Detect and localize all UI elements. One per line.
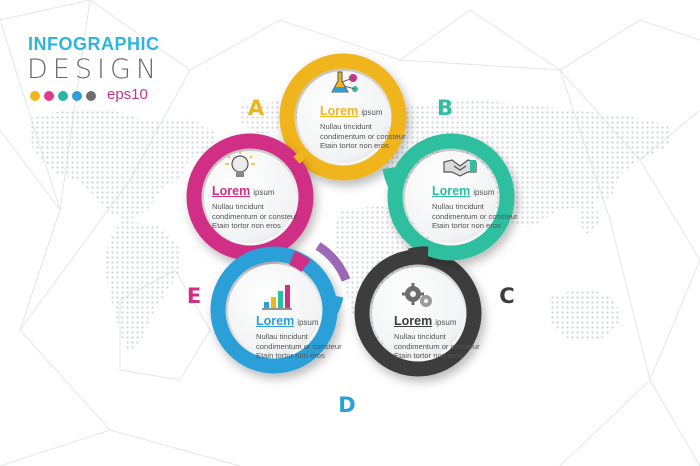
step-heading-c <box>394 314 514 330</box>
title-infographic: INFOGRAPHIC <box>28 34 160 54</box>
step-heading-b-main: Lorem <box>432 184 471 198</box>
step-body-c: Nullau tincidunt condimentum or consteur Etain tortor non eros <box>394 332 480 361</box>
step-letter-b: B <box>436 96 453 120</box>
weave-e-over-d <box>292 258 306 266</box>
chemistry-flask-icon <box>326 68 362 100</box>
step-heading-c-main: Lorem <box>394 314 433 328</box>
palette-dot-gray <box>86 91 96 101</box>
step-card-c <box>394 314 514 361</box>
handshake-icon <box>442 150 478 182</box>
step-letter-d: D <box>338 393 356 417</box>
step-body-e: Nullau tincidunt condimentum or consteur Etain tortor non eros <box>212 202 298 231</box>
light-bulb-icon <box>222 150 258 182</box>
weave-c-over-b <box>410 254 428 256</box>
palette-dot-magenta <box>44 91 54 101</box>
step-heading-d-main: Lorem <box>256 314 295 328</box>
weave-b-over-a <box>390 168 396 186</box>
step-letter-c: C <box>499 284 515 308</box>
step-body-b: Nullau tincidunt condimentum or consteur Etain tortor non eros <box>432 202 518 231</box>
weave-a-over-e <box>299 152 305 158</box>
gears-icon <box>400 280 436 312</box>
step-card-d <box>256 314 376 361</box>
step-letter-e: E <box>186 284 202 308</box>
step-heading-a-main: Lorem <box>320 104 359 118</box>
palette-dot-yellow <box>30 91 40 101</box>
weave-d-over-c <box>330 296 336 312</box>
step-body-d: Nullau tincidunt condimentum or consteur Etain tortor non eros <box>256 332 342 361</box>
step-heading-d <box>256 314 376 330</box>
step-heading-a-sub: ipsum <box>361 108 383 117</box>
step-heading-e <box>212 184 332 200</box>
step-heading-e-sub: ipsum <box>253 188 275 197</box>
step-heading-a <box>320 104 440 120</box>
palette-dot-teal <box>58 91 68 101</box>
step-card-b <box>432 184 552 231</box>
step-heading-c-sub: ipsum <box>435 318 457 327</box>
step-heading-d-sub: ipsum <box>297 318 319 327</box>
title-design: DESIGN <box>27 54 162 85</box>
palette-dot-blue <box>72 91 82 101</box>
version-label: eps10 <box>107 86 148 103</box>
step-heading-b-sub: ipsum <box>473 188 495 197</box>
step-heading-b <box>432 184 552 200</box>
step-letter-a: A <box>247 96 265 120</box>
step-card-a <box>320 104 440 151</box>
step-body-a: Nullau tincidunt condimentum or consteur Etain tortor non eros <box>320 122 406 151</box>
bar-chart-icon <box>258 280 294 312</box>
step-heading-e-main: Lorem <box>212 184 251 198</box>
step-card-e <box>212 184 332 231</box>
